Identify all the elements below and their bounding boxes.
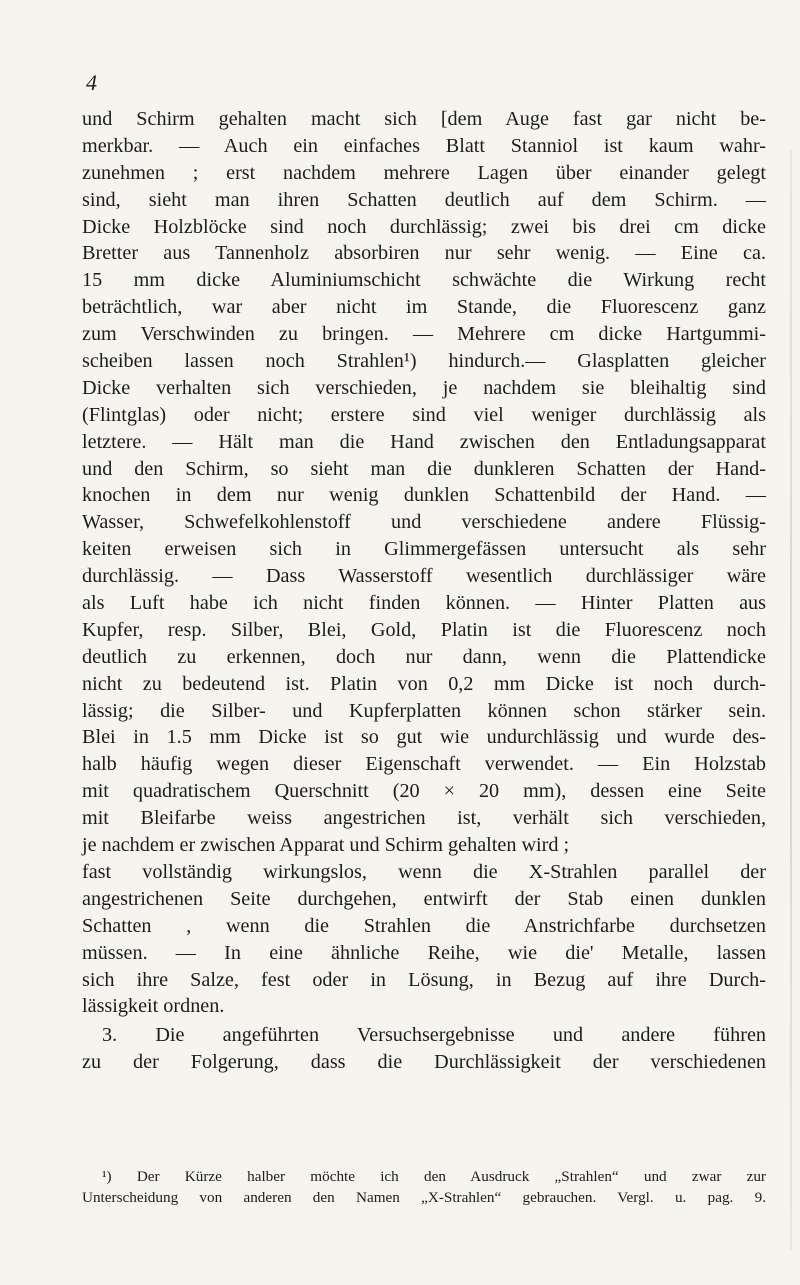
text-line: mit Bleifarbe weiss angestrichen ist, verhält sich verschieden, <box>82 807 766 830</box>
text-line: zu der Folgerung, dass die Durchlässigkeit der verschiedenen <box>82 1051 766 1074</box>
text-line: Wasser, Schwefelkohlenstoff und verschiedene andere Flüssig- <box>82 511 766 534</box>
text-line: 15 mm dicke Aluminiumschicht schwächte die Wirkung recht <box>82 269 766 292</box>
text-line: zunehmen ; erst nachdem mehrere Lagen über einander gelegt <box>82 161 766 184</box>
page-edge-shadow <box>790 150 792 1250</box>
text-line: Blei in 1.5 mm Dicke ist so gut wie undurchlässig und wurde des- <box>82 726 766 749</box>
text-line: knochen in dem nur wenig dunklen Schattenbild der Hand. — <box>82 484 766 507</box>
body-text <box>82 106 766 1076</box>
text-line: keiten erweisen sich in Glimmergefässen untersucht als sehr <box>82 538 766 561</box>
text-line: deutlich zu erkennen, doch nur dann, wenn die Plattendicke <box>82 645 766 668</box>
text-line: fast vollständig wirkungslos, wenn die X-Strahlen parallel der <box>82 860 766 883</box>
text-line: angestrichenen Seite durchgehen, entwirft der Stab einen dunklen <box>82 887 766 910</box>
paragraph-2 <box>82 1022 766 1076</box>
text-line: durchlässig. — Dass Wasserstoff wesentlich durchlässiger wäre <box>82 565 766 588</box>
text-line: Dicke verhalten sich verschieden, je nachdem sie bleihaltig sind <box>82 376 766 399</box>
text-line: als Luft habe ich nicht finden können. — Hinter Platten aus <box>82 592 766 615</box>
text-line: und den Schirm, so sieht man die dunkleren Schatten der Hand- <box>82 457 766 480</box>
text-line: zum Verschwinden zu bringen. — Mehrere cm dicke Hartgummi- <box>82 323 766 346</box>
text-line: je nachdem er zwischen Apparat und Schirm gehalten wird ; <box>82 834 570 857</box>
text-line: Bretter aus Tannenholz absorbiren nur sehr wenig. — Eine ca. <box>82 242 766 265</box>
text-line: lässig; die Silber- und Kupferplatten können schon stärker sein. <box>82 699 766 722</box>
page-number: 4 <box>86 70 97 95</box>
text-line: letztere. — Hält man die Hand zwischen den Entladungsapparat <box>82 430 766 453</box>
text-line: sich ihre Salze, fest oder in Lösung, in Bezug auf ihre Durch- <box>82 968 766 991</box>
text-line: 3. Die angeführten Versuchsergebnisse und andere führen <box>102 1024 766 1047</box>
text-line: Kupfer, resp. Silber, Blei, Gold, Platin ist die Fluorescenz noch <box>82 618 766 641</box>
text-line: Dicke Holzblöcke sind noch durchlässig; zwei bis drei cm dicke <box>82 215 766 238</box>
text-line: mit quadratischem Querschnitt (20 × 20 mm), dessen eine Seite <box>82 780 766 803</box>
footnote <box>82 1166 766 1208</box>
text-line: beträchtlich, war aber nicht im Stande, die Fluorescenz ganz <box>82 296 766 319</box>
text-line: müssen. — In eine ähnliche Reihe, wie die' Metalle, lassen <box>82 941 766 964</box>
text-line: (Flintglas) oder nicht; erstere sind viel weniger durchlässig als <box>82 403 766 426</box>
text-line: und Schirm gehalten macht sich [dem Auge fast gar nicht be- <box>82 108 766 130</box>
text-line: Schatten , wenn die Strahlen die Anstrichfarbe durchsetzen <box>82 914 766 937</box>
text-line: halb häufig wegen dieser Eigenschaft verwendet. — Ein Holzstab <box>82 753 766 776</box>
footnote-line: Unterscheidung von anderen den Namen „X-Strahlen“ gebrauchen. Vergl. u. pag. 9. <box>82 1189 766 1206</box>
paragraph-1 <box>82 106 766 1020</box>
text-line: merkbar. — Auch ein einfaches Blatt Stanniol ist kaum wahr- <box>82 134 766 157</box>
text-line: lässigkeit ordnen. <box>82 995 225 1018</box>
text-line: nicht zu bedeutend ist. Platin von 0,2 mm Dicke ist noch durch- <box>82 672 766 695</box>
footnote-line: ¹) Der Kürze halber möchte ich den Ausdruck „Strahlen“ und zwar zur <box>102 1168 766 1185</box>
text-line: sind, sieht man ihren Schatten deutlich auf dem Schirm. — <box>82 188 766 211</box>
text-line: scheiben lassen noch Strahlen¹) hindurch.— Glasplatten gleicher <box>82 350 766 373</box>
